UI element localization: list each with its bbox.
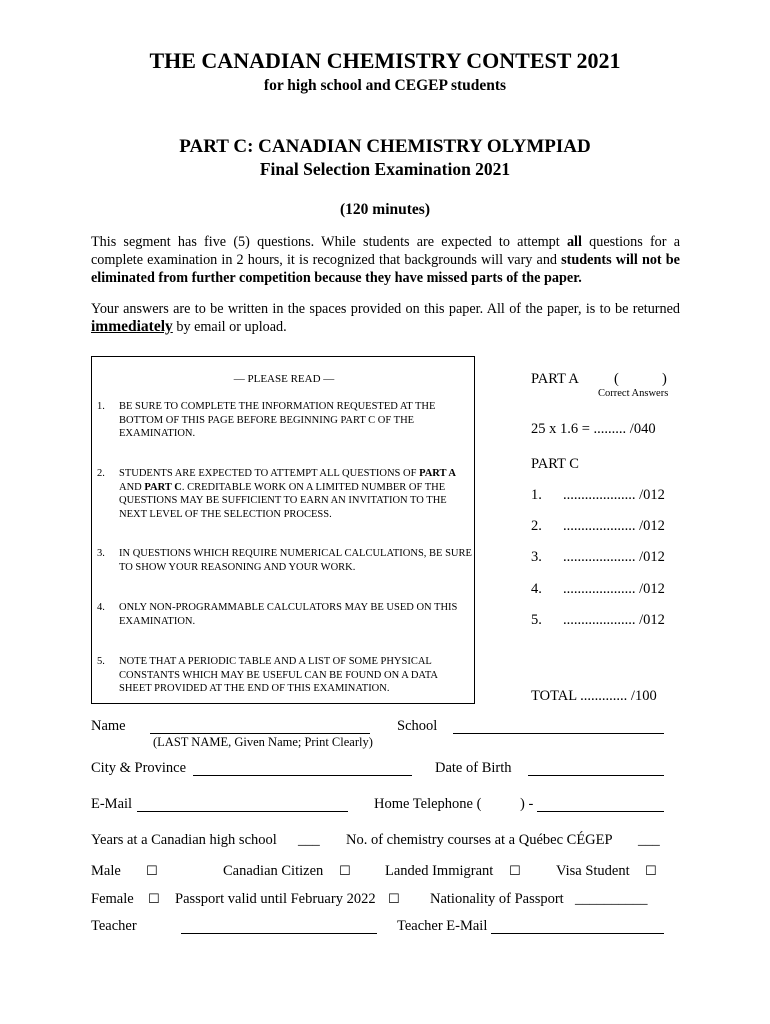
part-title: PART C: CANADIAN CHEMISTRY OLYMPIAD: [179, 136, 591, 157]
intro-paragraph-2: Your answers are to be written in the spaces provided on this paper. All of the paper, is to be returned immediately by email or upload.: [91, 301, 680, 335]
notice-item-number: 1.: [97, 401, 105, 412]
notice-item-number: 4.: [97, 602, 105, 613]
school-label: School: [397, 718, 438, 734]
landed-immigrant-checkbox[interactable]: ☐: [509, 864, 521, 879]
name-field[interactable]: [150, 733, 370, 734]
notice-item-number: 5.: [97, 656, 105, 667]
notice-item-number: 2.: [97, 468, 105, 479]
part-a-label: PART A: [531, 371, 579, 387]
question-score: .................... /012: [563, 549, 665, 565]
question-number: 1.: [531, 487, 542, 503]
notice-item-1: BE SURE TO COMPLETE THE INFORMATION REQUESTED AT THE BOTTOM OF THIS PAGE BEFORE BEGINNING PART C OF THE EXAMINATION.: [119, 401, 436, 439]
correct-answers-caption: Correct Answers: [598, 388, 669, 399]
school-field[interactable]: [453, 733, 664, 734]
canadian-citizen-checkbox[interactable]: ☐: [339, 864, 351, 879]
email-label: E-Mail: [91, 796, 133, 812]
name-hint: (LAST NAME, Given Name; Print Clearly): [153, 735, 373, 749]
nationality-field[interactable]: __________: [575, 891, 648, 907]
teacher-email-field[interactable]: [491, 933, 664, 934]
dob-field[interactable]: [528, 775, 664, 776]
home-telephone-separator: ) -: [520, 796, 534, 812]
canadian-citizen-label: Canadian Citizen: [223, 863, 324, 879]
part-a-calculation: 25 x 1.6 = ......... /040: [531, 421, 656, 437]
courses-label: No. of chemistry courses at a Québec CÉGEP: [346, 832, 613, 848]
passport-checkbox[interactable]: ☐: [388, 892, 400, 907]
question-number: 4.: [531, 581, 542, 597]
male-checkbox[interactable]: ☐: [146, 864, 158, 879]
email-field[interactable]: [137, 811, 348, 812]
notice-item-4: ONLY NON-PROGRAMMABLE CALCULATORS MAY BE USED ON THIS EXAMINATION.: [119, 602, 458, 627]
years-label: Years at a Canadian high school: [91, 832, 277, 848]
passport-label: Passport valid until February 2022: [175, 891, 376, 907]
female-checkbox[interactable]: ☐: [148, 892, 160, 907]
part-a-paren-open: (: [614, 371, 619, 387]
question-score: .................... /012: [563, 612, 665, 628]
visa-student-label: Visa Student: [556, 863, 630, 879]
notice-item-3: IN QUESTIONS WHICH REQUIRE NUMERICAL CALCULATIONS, BE SURE TO SHOW YOUR REASONING AND YOUR WORK.: [119, 548, 472, 573]
question-score: .................... /012: [563, 518, 665, 534]
contest-subtitle: for high school and CEGEP students: [263, 77, 507, 94]
question-number: 3.: [531, 549, 542, 565]
years-field[interactable]: ___: [298, 832, 320, 848]
city-field[interactable]: [193, 775, 412, 776]
visa-student-checkbox[interactable]: ☐: [645, 864, 657, 879]
part-c-label: PART C: [531, 456, 579, 472]
notice-item-5: NOTE THAT A PERIODIC TABLE AND A LIST OF SOME PHYSICAL CONSTANTS WHICH MAY BE USEFUL CAN BE FOUND ON A DATA SHEET PROVIDED AT THE END OF THIS EXAMINATION.: [119, 656, 438, 694]
female-label: Female: [91, 891, 134, 907]
teacher-email-label: Teacher E-Mail: [397, 918, 488, 934]
name-label: Name: [91, 718, 126, 734]
home-telephone-field[interactable]: [537, 811, 664, 812]
exam-duration: (120 minutes): [340, 201, 430, 218]
dob-label: Date of Birth: [435, 760, 512, 776]
contest-title: THE CANADIAN CHEMISTRY CONTEST 2021: [149, 48, 621, 73]
nationality-label: Nationality of Passport: [430, 891, 564, 907]
intro-paragraph-1: This segment has five (5) questions. While students are expected to attempt all questions for a complete examination in 2 hours, it is recognized that backgrounds will vary and students will not be eliminated from further competition because they have missed parts of the paper.: [91, 234, 680, 286]
courses-field[interactable]: ___: [638, 832, 660, 848]
teacher-field[interactable]: [181, 933, 377, 934]
teacher-label: Teacher: [91, 918, 137, 934]
landed-immigrant-label: Landed Immigrant: [385, 863, 494, 879]
question-score: .................... /012: [563, 581, 665, 597]
please-read-heading: — PLEASE READ —: [233, 373, 335, 385]
question-number: 5.: [531, 612, 542, 628]
home-telephone-label: Home Telephone (: [374, 796, 482, 812]
exam-title: Final Selection Examination 2021: [259, 159, 511, 179]
question-score: .................... /012: [563, 487, 665, 503]
question-number: 2.: [531, 518, 542, 534]
city-label: City & Province: [91, 760, 187, 776]
notice-item-2: STUDENTS ARE EXPECTED TO ATTEMPT ALL QUESTIONS OF PART A AND PART C. CREDITABLE WORK ON A LIMITED NUMBER OF THE QUESTIONS MAY BE SUFFICIENT TO EARN AN INVITATION TO THE NEXT LEVEL OF THE SELECTION PROCESS.: [119, 468, 456, 520]
male-label: Male: [91, 863, 121, 879]
notice-item-number: 3.: [97, 548, 105, 559]
please-read-box: [91, 356, 475, 704]
part-a-paren-close: ): [662, 371, 667, 387]
total-score: TOTAL ............. /100: [531, 688, 657, 704]
